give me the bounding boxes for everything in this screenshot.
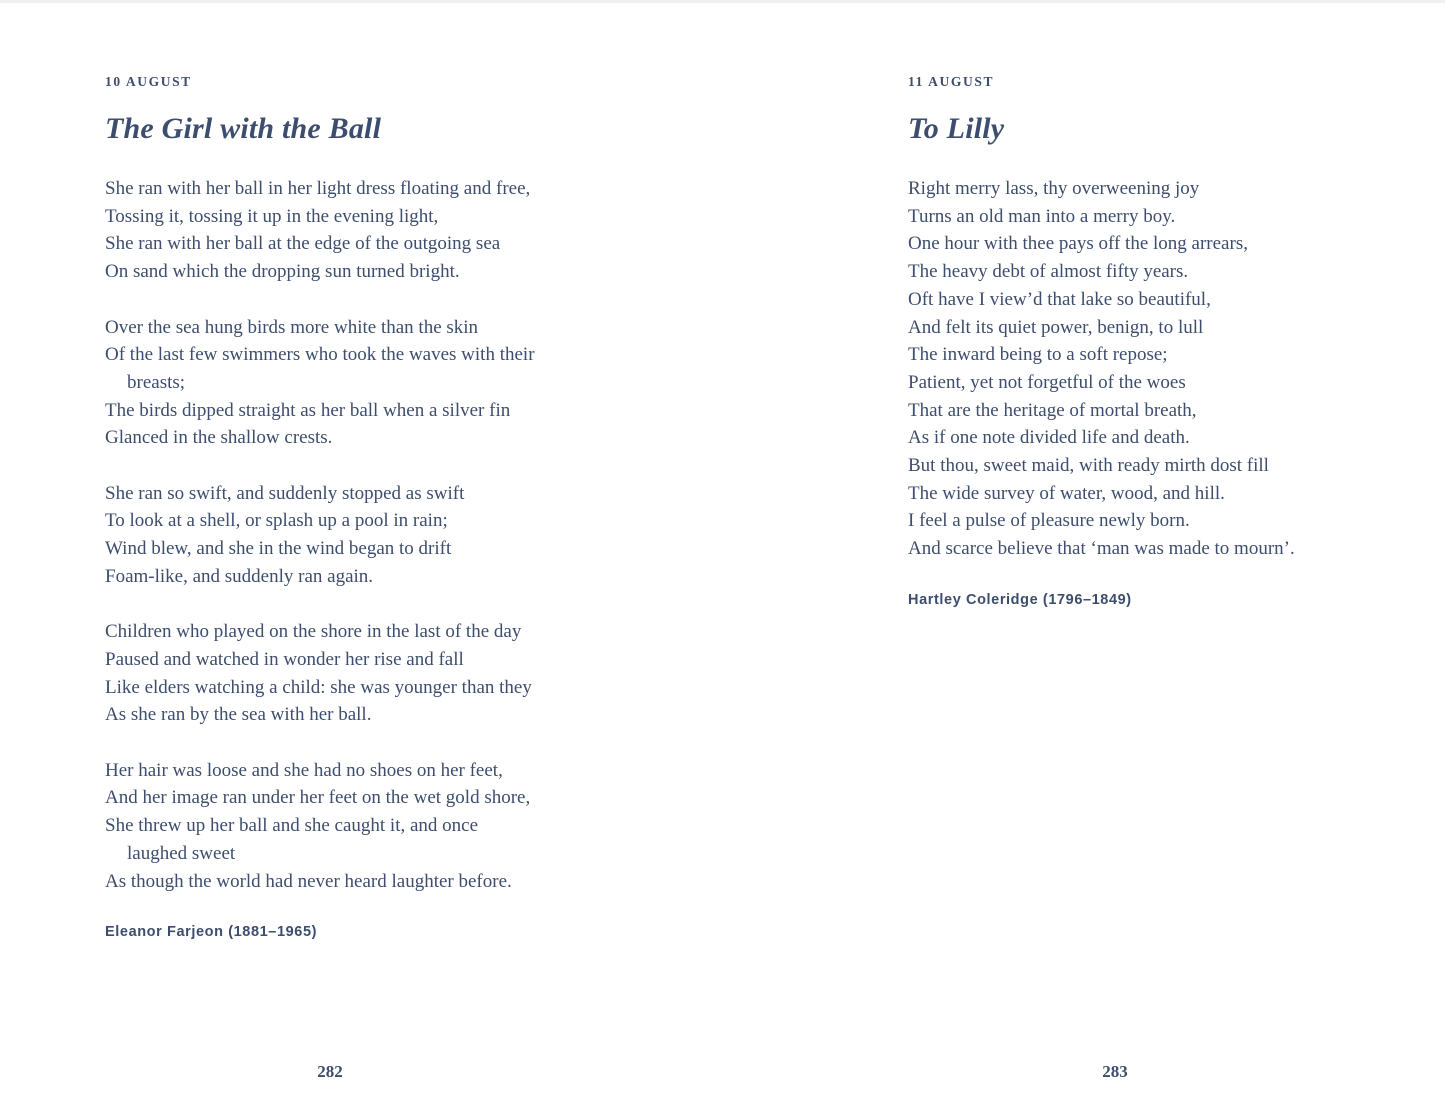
page-number: 282 <box>317 1062 343 1081</box>
poem-line: And scarce believe that ‘man was made to mourn’. <box>908 538 1295 560</box>
poem-line: The wide survey of water, wood, and hill. <box>908 482 1225 504</box>
stanza <box>908 175 1378 563</box>
poem-line: The birds dipped straight as her ball when a silver fin <box>105 399 511 421</box>
poem-line: To look at a shell, or splash up a pool in rain; <box>105 510 448 532</box>
poem-line: Children who played on the shore in the last of the day <box>105 621 522 643</box>
poem-line: As if one note divided life and death. <box>908 427 1190 449</box>
poem-line: She ran with her ball in her light dress floating and free, <box>105 178 531 199</box>
right-page <box>908 74 1378 608</box>
poem-line: breasts; <box>127 371 186 393</box>
poem-line: She ran with her ball at the edge of the outgoing sea <box>105 233 501 255</box>
poem-title: To Lilly <box>908 112 1005 145</box>
poem-line: That are the heritage of mortal breath, <box>908 399 1197 421</box>
poem <box>105 175 575 895</box>
poem-line: Like elders watching a child: she was younger than they <box>105 676 532 698</box>
poem-line: And felt its quiet power, benign, to lull <box>908 316 1204 338</box>
stanza <box>105 480 575 591</box>
poem-line: The inward being to a soft repose; <box>908 344 1168 366</box>
attribution: Eleanor Farjeon (1881–1965) <box>105 924 318 941</box>
poem-line: One hour with thee pays off the long arrears, <box>908 233 1248 255</box>
poem-line: On sand which the dropping sun turned bright. <box>105 261 460 283</box>
poem-line: And her image ran under her feet on the wet gold shore, <box>105 787 531 809</box>
attribution: Hartley Coleridge (1796–1849) <box>908 591 1132 608</box>
poem-line: Wind blew, and she in the wind began to drift <box>105 538 452 560</box>
poem-line: Foam-like, and suddenly ran again. <box>105 565 374 587</box>
page-number: 283 <box>1102 1062 1128 1081</box>
poem-line: Right merry lass, thy overweening joy <box>908 178 1200 199</box>
stanza <box>105 618 575 729</box>
poem-line: The heavy debt of almost fifty years. <box>908 261 1189 283</box>
poem-line: She ran so swift, and suddenly stopped as swift <box>105 482 465 504</box>
poem-line: As though the world had never heard laughter before. <box>105 870 512 892</box>
poem-line: But thou, sweet maid, with ready mirth dost fill <box>908 455 1269 477</box>
poem-line: Oft have I view’d that lake so beautiful, <box>908 288 1211 310</box>
poem-line: Over the sea hung birds more white than the skin <box>105 316 479 338</box>
stanza <box>105 314 575 453</box>
stanza <box>105 757 575 896</box>
poem-title: The Girl with the Ball <box>105 112 382 145</box>
poem-line: She threw up her ball and she caught it, and once <box>105 815 479 837</box>
poem-line: Her hair was loose and she had no shoes on her feet, <box>105 759 503 781</box>
date-label: 11 AUGUST <box>908 74 995 89</box>
poem <box>908 175 1378 563</box>
poem-line: laughed sweet <box>127 842 236 864</box>
left-page <box>105 74 575 940</box>
poem-line: Turns an old man into a merry boy. <box>908 205 1176 227</box>
poem-line: Tossing it, tossing it up in the evening light, <box>105 205 439 227</box>
poem-line: Paused and watched in wonder her rise and fall <box>105 648 464 670</box>
date-label: 10 AUGUST <box>105 74 192 89</box>
poem-line: As she ran by the sea with her ball. <box>105 704 372 726</box>
poem-line: I feel a pulse of pleasure newly born. <box>908 510 1190 532</box>
page-top-edge <box>0 0 1445 3</box>
poem-line: Of the last few swimmers who took the waves with their <box>105 344 535 366</box>
poem-line: Patient, yet not forgetful of the woes <box>908 371 1186 393</box>
stanza <box>105 175 575 286</box>
poem-line: Glanced in the shallow crests. <box>105 427 333 449</box>
